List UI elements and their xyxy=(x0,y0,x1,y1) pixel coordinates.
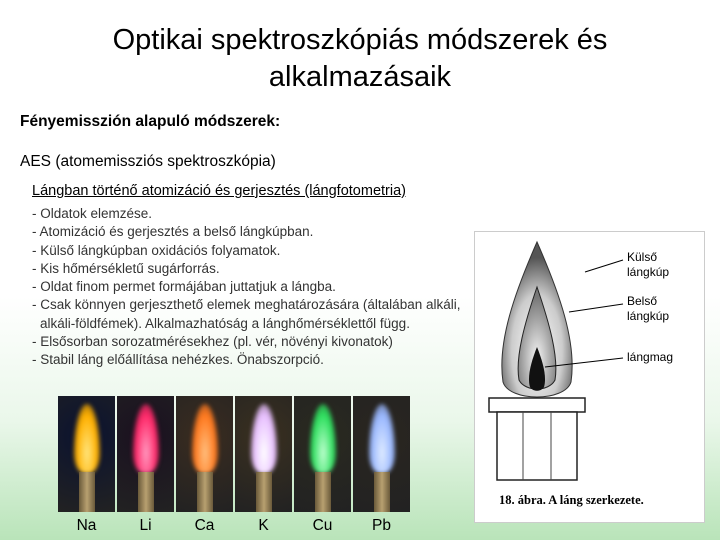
list-item: - Oldat finom permet formájában juttatjuk a lángba. xyxy=(32,279,336,295)
burner-icon xyxy=(197,472,213,512)
flame-photo-li xyxy=(117,396,174,512)
flame-photo-cu xyxy=(294,396,351,512)
method-name: AES (atomemissziós spektroszkópia) xyxy=(20,153,276,170)
burner-icon xyxy=(79,472,95,512)
flame-structure-diagram xyxy=(474,231,705,523)
flame-icon xyxy=(251,404,277,474)
flame-test-labels xyxy=(58,517,410,535)
core-label: lángmag xyxy=(627,350,674,364)
flame-icon xyxy=(369,404,395,474)
flame-photo-na xyxy=(58,396,115,512)
flame-photo-k xyxy=(235,396,292,512)
burner-top xyxy=(489,398,585,412)
element-label: K xyxy=(258,517,269,534)
element-label: Na xyxy=(76,517,97,534)
element-label: Pb xyxy=(372,517,391,534)
section-heading: Fényemisszión alapuló módszerek: xyxy=(20,113,281,130)
page-title: Optikai spektroszkópiás módszerek és alkalmazásaik xyxy=(112,24,608,93)
diagram-caption: 18. ábra. A láng szerkezete. xyxy=(499,493,644,507)
flame-structure-drawing xyxy=(475,232,704,522)
element-label: Ca xyxy=(194,517,215,534)
inner-cone-label: Belső lángkúp xyxy=(627,294,670,323)
topic-heading: Lángban történő atomizáció és gerjesztés (lángfotometria) xyxy=(32,183,406,199)
flame-icon xyxy=(133,404,159,474)
leader-inner xyxy=(569,304,623,312)
bullet-list xyxy=(32,205,472,370)
list-item: - Elsősorban sorozatmérésekhez (pl. vér, növényi kivonatok) xyxy=(32,334,393,350)
flame-test-photos xyxy=(58,396,410,512)
list-item: - Oldatok elemzése. xyxy=(32,206,153,221)
list-item: - Külső lángkúpban oxidációs folyamatok. xyxy=(32,242,281,258)
outer-cone-label: Külső lángkúp xyxy=(627,250,670,279)
burner-icon xyxy=(315,472,331,512)
list-item: - Kis hőmérsékletű sugárforrás. xyxy=(32,260,220,276)
list-item: - Csak könnyen gerjeszthető elemek meghatározására (általában alkáli, alkáli-földfémek). Alkalmazhatóság a lánghőmérséklettől függ. xyxy=(32,297,461,331)
flame-photo-pb xyxy=(353,396,410,512)
element-label: Cu xyxy=(312,517,333,534)
flame-icon xyxy=(74,404,100,474)
flame-photo-ca xyxy=(176,396,233,512)
burner-icon xyxy=(374,472,390,512)
burner-body xyxy=(497,412,577,480)
list-item: - Atomizáció és gerjesztés a belső lángkúpban. xyxy=(32,224,314,240)
burner-icon xyxy=(138,472,154,512)
flame-icon xyxy=(310,404,336,474)
leader-outer xyxy=(585,260,623,272)
burner-icon xyxy=(256,472,272,512)
list-item: - Stabil láng előállítása nehézkes. Önabszorpció. xyxy=(32,352,324,368)
flame-icon xyxy=(192,404,218,474)
element-label: Li xyxy=(139,517,152,534)
